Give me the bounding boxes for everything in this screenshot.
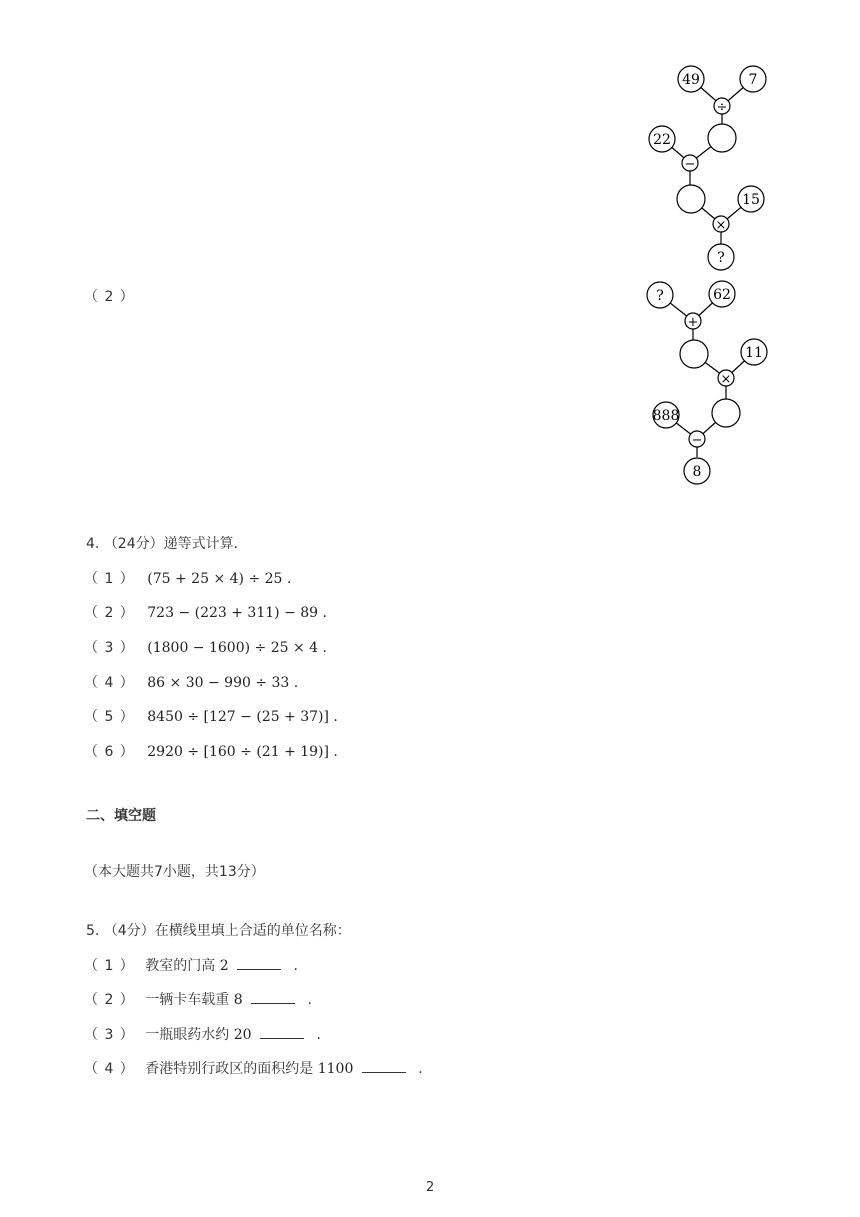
answer-blank[interactable] [362, 1060, 406, 1073]
q5-item-label: （ 1 ） [84, 958, 135, 974]
q4-item-expression: (1800 − 1600) ÷ 25 × 4 . [147, 640, 327, 656]
operator-symbol: × [715, 218, 727, 233]
answer-blank[interactable] [260, 1026, 304, 1039]
answer-blank[interactable] [237, 957, 281, 970]
q4-item-expression: 2920 ÷ [160 ÷ (21 + 19)] . [147, 744, 338, 760]
q4-item-label: （ 1 ） [84, 571, 135, 587]
question-4-title: 4. （24分）递等式计算． [86, 536, 248, 552]
q4-item-expression: 723 − (223 + 311) − 89 . [147, 605, 327, 621]
q5-item-text: 香港特别行政区的面积约是 [145, 1061, 314, 1077]
question-part-label: （ 2 ） [84, 289, 135, 305]
q5-item-number: 2 [219, 958, 229, 974]
q5-item-number: 1100 [317, 1061, 354, 1077]
q4-item-expression: (75 + 25 × 4) ÷ 25 . [147, 571, 292, 587]
q5-item-label: （ 2 ） [84, 992, 135, 1008]
page-number: 2 [426, 1180, 435, 1195]
q4-item-label: （ 6 ） [84, 744, 135, 760]
q4-item [84, 741, 338, 761]
q5-item-end: . [293, 958, 298, 974]
q5-item [84, 1024, 321, 1044]
q5-item-number: 8 [233, 992, 243, 1008]
operator-symbol: ÷ [716, 100, 728, 115]
calc-tree-diagram-1 [640, 60, 780, 275]
operator-symbol: + [687, 315, 699, 330]
node-value: 8 [692, 464, 702, 480]
q5-item-number: 20 [233, 1027, 252, 1043]
node-value: 49 [682, 72, 700, 88]
q5-item-end: . [307, 992, 312, 1008]
q4-item [84, 672, 298, 692]
node-value: 11 [745, 345, 763, 361]
q4-item [84, 637, 327, 657]
operator-symbol: × [720, 372, 732, 387]
q5-item-text: 一瓶眼药水约 [145, 1027, 230, 1043]
section-note: （本大题共7小题，共13分） [84, 864, 265, 880]
q4-item-expression: 8450 ÷ [127 − (25 + 37)] . [147, 709, 338, 725]
operator-symbol: − [691, 433, 703, 448]
q4-item [84, 706, 338, 726]
q4-item-label: （ 4 ） [84, 675, 135, 691]
q5-item-label: （ 4 ） [84, 1061, 135, 1077]
q5-item-end: . [418, 1061, 423, 1077]
q5-item-text: 教室的门高 [145, 958, 216, 974]
node-value: 62 [713, 287, 731, 303]
node-value: 888 [652, 408, 680, 424]
q5-item-end: . [316, 1027, 321, 1043]
q5-item-label: （ 3 ） [84, 1027, 135, 1043]
q4-item-label: （ 3 ） [84, 640, 135, 656]
section-title: 二、填空题 [86, 808, 156, 824]
node-value: ? [656, 288, 664, 304]
node-value: 7 [748, 72, 758, 88]
q4-item [84, 568, 291, 588]
q4-item-label: （ 2 ） [84, 605, 135, 621]
node-value: 22 [653, 132, 671, 148]
node-value: ? [717, 250, 725, 266]
answer-blank[interactable] [251, 991, 295, 1004]
calc-tree-diagram-2 [640, 275, 780, 490]
q5-item [84, 955, 298, 975]
q4-item [84, 602, 327, 622]
node-value: 15 [742, 192, 760, 208]
q5-item [84, 1058, 423, 1078]
q5-item [84, 989, 312, 1009]
operator-symbol: − [684, 157, 696, 172]
q4-item-label: （ 5 ） [84, 709, 135, 725]
q4-item-expression: 86 × 30 − 990 ÷ 33 . [147, 675, 299, 691]
q5-item-text: 一辆卡车载重 [145, 992, 230, 1008]
question-5-title: 5. （4分）在横线里填上合适的单位名称： [86, 923, 351, 939]
